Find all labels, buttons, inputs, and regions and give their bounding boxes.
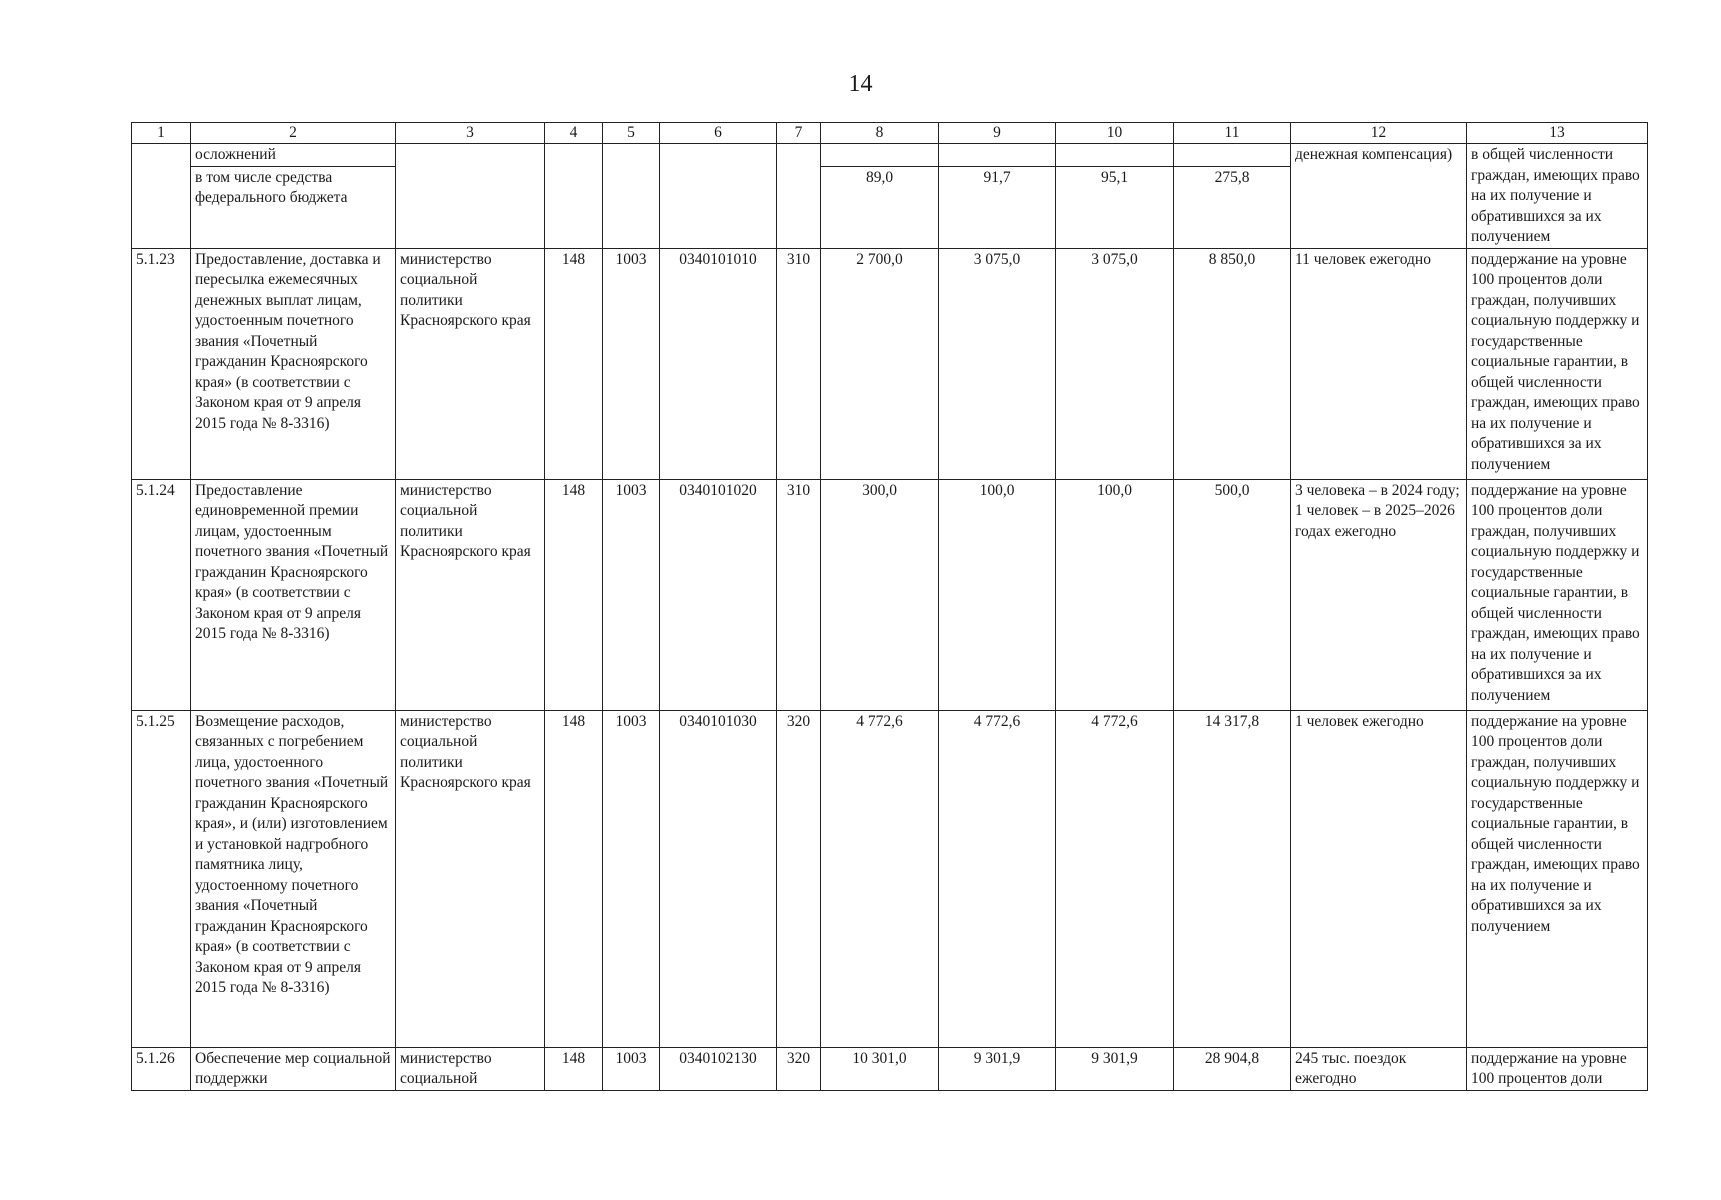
column-header-12: 12 [1291,123,1467,144]
expected-result: 11 человек ежегодно [1291,248,1467,479]
continuation-row-top [132,144,1648,167]
value-col-8: 10 301,0 [821,1047,939,1090]
continuation-value-11: 275,8 [1174,166,1291,248]
value-col-8: 300,0 [821,479,939,710]
continuation-indicator-cell: в общей численности граждан, имеющих право на их получение и обратившихся за их получением [1467,144,1648,249]
measure-name: Возмещение расходов, связанных с погребением лица, удостоенного почетного звания «Почетный гражданин Красноярского края», и (или) изготовлением и установкой надгробного памятника лицу, удостоенному почетного звания «Почетный гражданин Красноярского края» (в соответствии с Законом края от 9 апреля 2015 года № 8-3316) [191,710,396,1047]
measure-name: Обеспечение мер социальной поддержки [191,1047,396,1090]
value-col-11: 500,0 [1174,479,1291,710]
value-col-9: 100,0 [939,479,1056,710]
column-header-5: 5 [603,123,660,144]
indicator: поддержание на уровне 100 процентов доли граждан, получивших социальную поддержку и государственные социальные гарантии, в общей численности граждан, имеющих право на их получение и обратившихся за их получением [1467,710,1648,1047]
value-col-9: 4 772,6 [939,710,1056,1047]
indicator: поддержание на уровне 100 процентов доли [1467,1047,1648,1090]
column-header-1: 1 [132,123,191,144]
value-col-9: 3 075,0 [939,248,1056,479]
continuation-rzpr-cell [603,144,660,249]
indicator: поддержание на уровне 100 процентов доли граждан, получивших социальную поддержку и государственные социальные гарантии, в общей численности граждан, имеющих право на их получение и обратившихся за их получением [1467,479,1648,710]
page-number: 14 [848,71,873,97]
continuation-csr-cell [660,144,777,249]
grbs-code: 148 [545,1047,603,1090]
rzpr-code: 1003 [603,479,660,710]
column-header-8: 8 [821,123,939,144]
vr-code: 310 [777,479,821,710]
executor: министерство социальной [396,1047,545,1090]
row-number: 5.1.24 [132,479,191,710]
column-header-10: 10 [1056,123,1174,144]
table-row [132,1047,1648,1090]
value-col-11: 14 317,8 [1174,710,1291,1047]
continuation-empty-8 [821,144,939,167]
value-col-11: 8 850,0 [1174,248,1291,479]
grbs-code: 148 [545,248,603,479]
continuation-name-line2: в том числе средства федерального бюджета [191,166,396,248]
expected-result: 3 человека – в 2024 году; 1 человек – в 2025–2026 годах ежегодно [1291,479,1467,710]
column-number-header-row [132,123,1648,144]
expected-result: 1 человек ежегодно [1291,710,1467,1047]
rzpr-code: 1003 [603,710,660,1047]
value-col-10: 4 772,6 [1056,710,1174,1047]
column-header-3: 3 [396,123,545,144]
expected-result: 245 тыс. поездок ежегодно [1291,1047,1467,1090]
csr-code: 0340101010 [660,248,777,479]
column-header-7: 7 [777,123,821,144]
value-col-10: 9 301,9 [1056,1047,1174,1090]
table-row [132,248,1648,479]
continuation-value-9: 91,7 [939,166,1056,248]
column-header-11: 11 [1174,123,1291,144]
csr-code: 0340101020 [660,479,777,710]
continuation-number-cell [132,144,191,249]
continuation-executor-cell [396,144,545,249]
continuation-name-line1: осложнений [191,144,396,167]
vr-code: 310 [777,248,821,479]
column-header-9: 9 [939,123,1056,144]
measure-name: Предоставление, доставка и пересылка ежемесячных денежных выплат лицам, удостоенным почетного звания «Почетный гражданин Красноярского края» (в соответствии с Законом края от 9 апреля 2015 года № 8-3316) [191,248,396,479]
vr-code: 320 [777,710,821,1047]
value-col-10: 3 075,0 [1056,248,1174,479]
continuation-empty-9 [939,144,1056,167]
continuation-vr-cell [777,144,821,249]
continuation-empty-11 [1174,144,1291,167]
row-number: 5.1.26 [132,1047,191,1090]
vr-code: 320 [777,1047,821,1090]
measure-name: Предоставление единовременной премии лицам, удостоенным почетного звания «Почетный гражданин Красноярского края» (в соответствии с Законом края от 9 апреля 2015 года № 8-3316) [191,479,396,710]
table-row [132,479,1648,710]
csr-code: 0340101030 [660,710,777,1047]
continuation-result-cell: денежная компенсация) [1291,144,1467,249]
row-number: 5.1.25 [132,710,191,1047]
rzpr-code: 1003 [603,248,660,479]
value-col-8: 4 772,6 [821,710,939,1047]
rzpr-code: 1003 [603,1047,660,1090]
executor: министерство социальной политики Красноярского края [396,479,545,710]
table-row [132,710,1648,1047]
indicator: поддержание на уровне 100 процентов доли граждан, получивших социальную поддержку и государственные социальные гарантии, в общей численности граждан, имеющих право на их получение и обратившихся за их получением [1467,248,1648,479]
executor: министерство социальной политики Красноярского края [396,248,545,479]
csr-code: 0340102130 [660,1047,777,1090]
row-number: 5.1.23 [132,248,191,479]
column-header-2: 2 [191,123,396,144]
column-header-6: 6 [660,123,777,144]
grbs-code: 148 [545,479,603,710]
value-col-9: 9 301,9 [939,1047,1056,1090]
executor: министерство социальной политики Красноярского края [396,710,545,1047]
value-col-8: 2 700,0 [821,248,939,479]
column-header-4: 4 [545,123,603,144]
continuation-value-10: 95,1 [1056,166,1174,248]
value-col-10: 100,0 [1056,479,1174,710]
program-measures-table [131,122,1648,1091]
continuation-value-8: 89,0 [821,166,939,248]
column-header-13: 13 [1467,123,1648,144]
continuation-empty-10 [1056,144,1174,167]
grbs-code: 148 [545,710,603,1047]
value-col-11: 28 904,8 [1174,1047,1291,1090]
continuation-grbs-cell [545,144,603,249]
